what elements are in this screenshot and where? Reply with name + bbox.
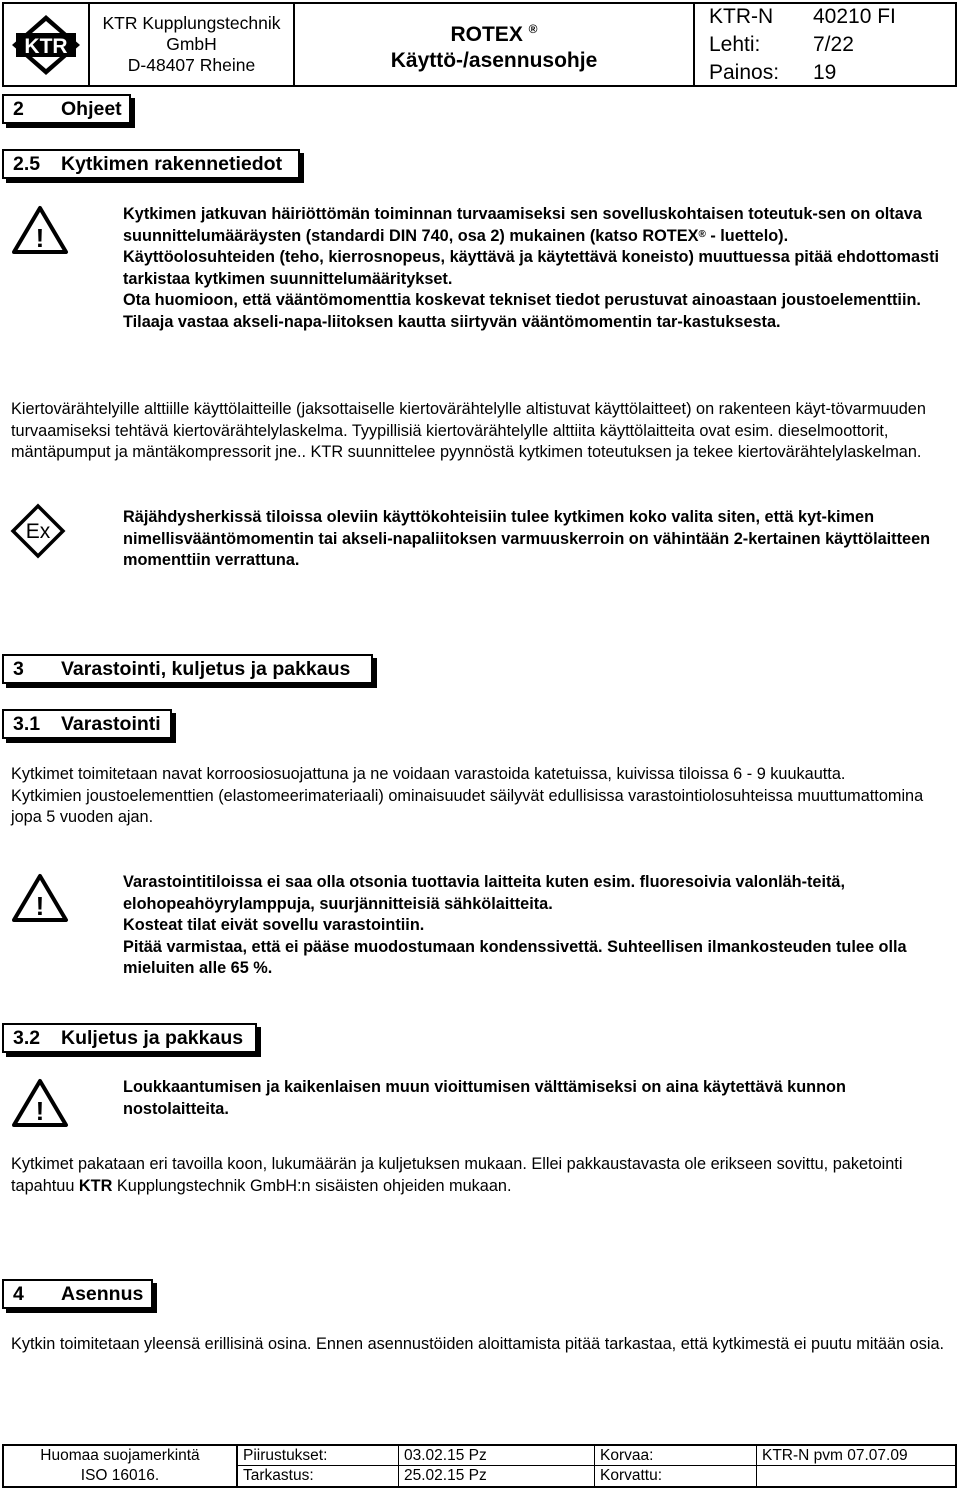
- company-block: [90, 4, 295, 85]
- section-heading-2-5: 2.5 Kytkimen rakennetiedot: [2, 149, 300, 179]
- document-meta: [695, 4, 955, 85]
- svg-text:!: !: [35, 891, 45, 921]
- warning-triangle-icon: [11, 1078, 69, 1133]
- warning-block-design: [123, 204, 945, 333]
- storage-warning-damp: Kosteat tilat eivät sovellu varastointiin.: [123, 916, 425, 934]
- page-header: [2, 2, 957, 87]
- replaced-by-label: Korvattu:: [595, 1466, 757, 1486]
- storage-warning-block: [123, 872, 945, 980]
- drawn-label: Piirustukset:: [238, 1446, 399, 1466]
- svg-text:Ex: Ex: [25, 520, 51, 543]
- doc-number-label: KTR-N: [709, 4, 774, 28]
- company-form: GmbH: [166, 34, 217, 54]
- warning-torque-text: Ota huomioon, että vääntömomenttia koskevat tekniset tiedot perustuvat ainoastaan joustoelementtiin. Tilaaja vastaa akseli-napa-liitoksen kautta siirtyvän vääntömomentin tar-kastuksesta.: [123, 291, 921, 331]
- replaced-by-value: [757, 1466, 955, 1486]
- lifting-warning-block: Loukkaantumisen ja kaikenlaisen muun vioittumisen välttämiseksi on aina käytettävä kunnon nostolaitteita.: [123, 1078, 846, 1118]
- svg-text:!: !: [35, 1096, 45, 1126]
- page-footer: [2, 1444, 957, 1488]
- transport-text: Kytkimet pakataan eri tavoilla koon, lukumäärän ja kuljetuksen mukaan. Ellei pakkaustavasta ole erikseen sovittu, paketointi tapahtuu KTR Kupplungstechnik GmbH:n sisäisten ohjeiden mukaan.: [11, 1155, 903, 1195]
- replaces-value: KTR-N pvm 07.07.09: [757, 1446, 955, 1466]
- drawn-value: 03.02.15 Pz: [399, 1446, 595, 1466]
- replaces-label: Korvaa:: [595, 1446, 757, 1466]
- warning-design-text: Kytkimen jatkuvan häiriöttömän toiminnan turvaamiseksi sen sovelluskohtaisen toteutuk-sen on oltava suunnittelumääräysten (standardi DIN 740, osa 2) mukainen (katso ROTEX® - luettelo).: [123, 205, 922, 245]
- section-heading-4: 4 Asennus: [2, 1279, 153, 1309]
- section-heading-2: 2 Ohjeet: [2, 94, 131, 124]
- revision-table: [238, 1446, 955, 1486]
- torsional-vibration-text: Kiertovärähtelyille alttiille käyttölaitteille (jaksottaiselle kiertovärähtelylle altistuvat käyttölaitteet) on rakenteen käyt-tövarmuuden turvaamiseksi tehtävä kiertovärähtelylaskelma. Tyypillisiä kiertovärähtelylle alttiita käyttölaitteita ovat esim. dieselmoottorit, mäntäpumput ja mäntäkompressorit jne.. KTR suunnittelee pyynnöstä kytkimen toteutuksen ja tekee kiertovärähtelylaskelman.: [11, 400, 926, 461]
- product-name: ROTEX ®: [450, 21, 538, 46]
- checked-label: Tarkastus:: [238, 1466, 399, 1486]
- explosion-protection-icon: [10, 503, 66, 564]
- page-label: Lehti:: [709, 32, 761, 56]
- svg-text:KTR: KTR: [24, 34, 68, 58]
- document-type: Käyttö-/asennusohje: [390, 48, 598, 72]
- warning-triangle-icon: [11, 205, 69, 260]
- assembly-text: Kytkin toimitetaan yleensä erillisinä osina. Ennen asennustöiden aloittamista pitää tarkastaa, että kytkimestä ei puutu mitään osia.: [11, 1335, 945, 1353]
- section-heading-3: 3 Varastointi, kuljetus ja pakkaus: [2, 654, 373, 684]
- ktr-logo: [4, 4, 90, 85]
- document-title: [295, 4, 695, 85]
- section-heading-3-2: 3.2 Kuljetus ja pakkaus: [2, 1023, 257, 1053]
- svg-text:!: !: [35, 223, 45, 253]
- storage-paragraph-1: Kytkimet toimitetaan navat korroosiosuojattuna ja ne voidaan varastoida katetuissa, kuivissa tiloissa 6 - 9 kuukautta.: [11, 765, 846, 783]
- edition-value: 19: [813, 60, 837, 84]
- ktr-logo-icon: [10, 13, 82, 77]
- checked-value: 25.02.15 Pz: [399, 1466, 595, 1486]
- doc-number-value: 40210 FI: [813, 4, 896, 28]
- section-heading-3-1: 3.1 Varastointi: [2, 709, 172, 739]
- company-address: D-48407 Rheine: [127, 55, 256, 75]
- company-name: KTR Kupplungstechnik: [102, 13, 281, 33]
- page-value: 7/22: [813, 32, 854, 56]
- storage-warning-ozone: Varastointitiloissa ei saa olla otsonia tuottavia laitteita kuten esim. fluoresoivia valonläh-teitä, elohopeahöyrylamppuja, suurjännitteisiä sähkölaitteita.: [123, 873, 846, 913]
- warning-conditions-text: Käyttöolosuhteiden (teho, kierrosnopeus, käyttävä ja käytettävä koneisto) muuttuessa pitää ehdottomasti tarkistaa kytkimen suunnittelumääritykset.: [123, 248, 940, 288]
- storage-paragraph-2: Kytkimien joustoelementtien (elastomeerimateriaali) ominaisuudet säilyvät edullisissa varastointiolosuhteissa muuttumattomina jopa 5 vuoden ajan.: [11, 786, 924, 826]
- storage-warning-condensation: Pitää varmistaa, että ei pääse muodostumaan kondenssivettä. Suhteellisen ilmankosteuden tulee olla mieluiten alle 65 %.: [123, 937, 907, 977]
- edition-label: Painos:: [709, 60, 780, 84]
- storage-text: [11, 764, 946, 829]
- protection-note: Huomaa suojamerkintä ISO 16016.: [4, 1446, 238, 1486]
- ex-warning-block: Räjähdysherkissä tiloissa oleviin käyttökohteisiin tulee kytkimen koko valita siten, että kyt-kimen nimellisvääntömomentin tai akseli-napaliitoksen varmuuskerroin on vähintään 2-kertainen käyttölaitteen momenttiin verrattuna.: [123, 508, 931, 569]
- warning-triangle-icon: [11, 873, 69, 928]
